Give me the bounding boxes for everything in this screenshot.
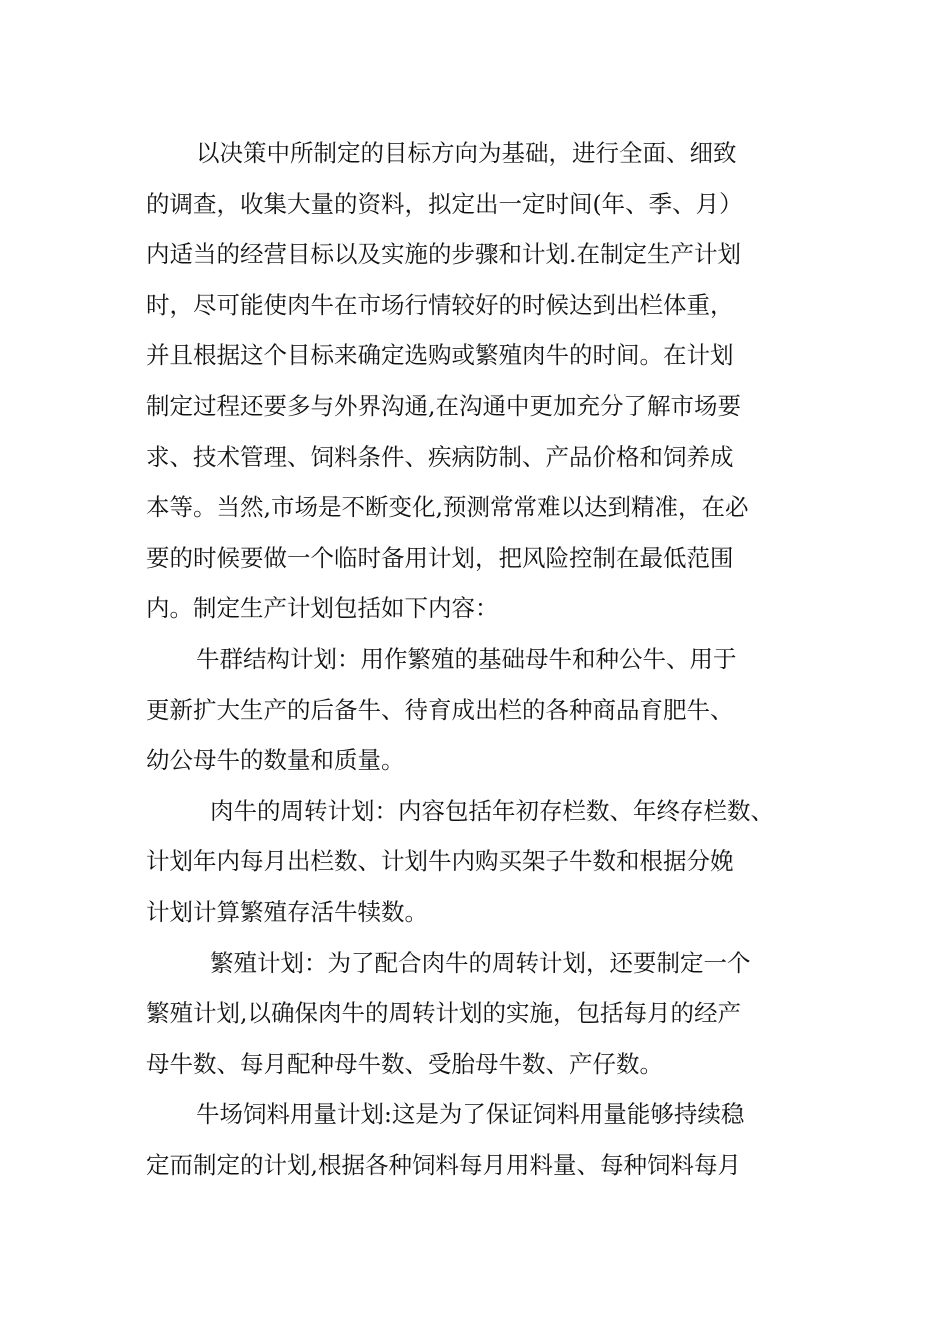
paragraph-line: 并且根据这个目标来确定选购或繁殖肉牛的时间。在计划: [146, 341, 734, 370]
paragraph-line: 要的时候要做一个临时备用计划，把风险控制在最低范围: [146, 543, 734, 572]
paragraph-line: 幼公母牛的数量和质量。: [146, 746, 405, 775]
paragraph-line: 繁殖计划：为了配合肉牛的周转计划，还要制定一个: [210, 948, 751, 977]
paragraph-line: 本等。当然,市场是不断变化,预测常常难以达到精准，在必: [146, 493, 749, 522]
paragraph-line: 定而制定的计划,根据各种饲料每月用料量、每种饲料每月: [146, 1150, 741, 1179]
paragraph-line: 肉牛的周转计划：内容包括年初存栏数、年终存栏数、: [210, 796, 774, 825]
body-text: [146, 128, 826, 1190]
paragraph-line: 内适当的经营目标以及实施的步骤和计划.在制定生产计划: [146, 240, 741, 269]
paragraph-line: 更新扩大生产的后备牛、待育成出栏的各种商品育肥牛、: [146, 695, 734, 724]
paragraph-line: 牛场饲料用量计划:这是为了保证饲料用量能够持续稳: [196, 1100, 745, 1129]
paragraph-line: 计划计算繁殖存活牛犊数。: [146, 897, 428, 926]
paragraph-line: 计划年内每月出栏数、计划牛内购买架子牛数和根据分娩: [146, 847, 734, 876]
paragraph-line: 牛群结构计划：用作繁殖的基础母牛和种公牛、用于: [196, 644, 737, 673]
paragraph-line: 母牛数、每月配种母牛数、受胎母牛数、产仔数。: [146, 1049, 663, 1078]
paragraph-line: 求、技术管理、饲料条件、疾病防制、产品价格和饲养成: [146, 442, 734, 471]
paragraph-line: 以决策中所制定的目标方向为基础，进行全面、细致: [196, 139, 737, 167]
paragraph-line: 制定过程还要多与外界沟通,在沟通中更加充分了解市场要: [146, 391, 741, 420]
paragraph-line: 内。制定生产计划包括如下内容：: [146, 594, 499, 623]
paragraph-line: 时，尽可能使肉牛在市场行情较好的时候达到出栏体重，: [146, 290, 734, 319]
paragraph-line: 的调查，收集大量的资料，拟定出一定时间(年、季、月）: [146, 189, 743, 218]
paragraph-line: 繁殖计划,以确保肉牛的周转计划的实施，包括每月的经产: [146, 999, 741, 1028]
